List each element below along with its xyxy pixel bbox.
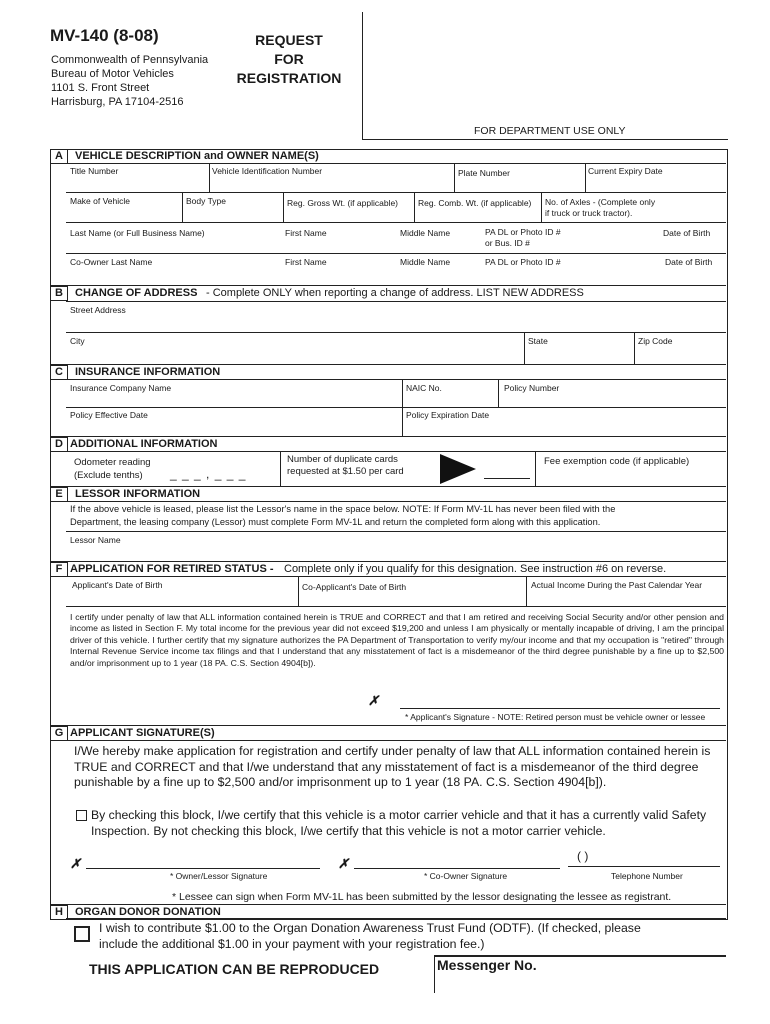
telephone-line[interactable] (568, 866, 720, 867)
insurance-company-label: Insurance Company Name (70, 383, 172, 393)
co-owner-signature-label: * Co-Owner Signature (424, 871, 508, 881)
rule (66, 918, 726, 919)
co-owner-row[interactable] (66, 253, 726, 285)
duplicate-cards-blank (484, 478, 530, 479)
axles-label-2: if truck or truck tractor). (545, 208, 633, 218)
organ-donor-checkbox[interactable] (74, 926, 90, 942)
make-label: Make of Vehicle (70, 196, 131, 206)
owner-signature-label: * Owner/Lessor Signature (170, 871, 268, 881)
owner-signature-mark: ✗ (70, 856, 81, 871)
header-divider (362, 12, 363, 139)
lessor-name-field[interactable] (66, 531, 726, 561)
co-owner-signature-mark: ✗ (338, 856, 349, 871)
fee-exemption-label: Fee exemption code (if applicable) (544, 456, 690, 467)
rule (50, 561, 726, 562)
policy-number-label: Policy Number (504, 383, 560, 393)
messenger-divider (434, 955, 435, 993)
application-statement: I/We hereby make application for registration and certify under penalty of law that ALL information contained herein is TRUE and CORRECT and that I/we understand that any misstatement of fact is a misdemeanor of the third degree punishable by a fine up to $2,500 and/or imprisonment up to 1 year (18 PA. C.S. Section 4904[b]). (74, 744, 711, 790)
rule (50, 285, 726, 286)
reproduce-note: THIS APPLICATION CAN BE REPRODUCED (89, 961, 380, 977)
form-title (226, 31, 352, 88)
dl-label: PA DL or Photo ID # (485, 227, 561, 237)
section-a-title: VEHICLE DESCRIPTION and OWNER NAME(S) (75, 150, 319, 162)
section-b-letter: B (50, 286, 68, 301)
owner-signature-line[interactable] (86, 868, 320, 869)
street-address-label: Street Address (70, 305, 126, 315)
co-owner-signature-line[interactable] (354, 868, 560, 869)
co-dl-label: PA DL or Photo ID # (485, 257, 561, 267)
header-rule (362, 139, 728, 140)
duplicate-cards-label: Number of duplicate cards (287, 454, 398, 465)
section-b-title: CHANGE OF ADDRESS (75, 287, 198, 299)
section-d-letter: D (50, 437, 68, 452)
rule (66, 740, 726, 741)
rule (50, 904, 726, 905)
motor-carrier-checkbox[interactable] (76, 810, 87, 821)
policy-effective-label: Policy Effective Date (70, 410, 148, 420)
last-name-label: Last Name (or Full Business Name) (70, 228, 205, 238)
co-first-name-label: First Name (285, 257, 327, 267)
middle-name-label: Middle Name (400, 228, 451, 238)
dl-label-2: or Bus. ID # (485, 238, 530, 248)
city-field[interactable] (66, 332, 524, 364)
city-label: City (70, 336, 85, 346)
applicant-dob-label: Applicant's Date of Birth (72, 580, 163, 590)
co-dob-label: Date of Birth (665, 257, 713, 267)
section-f-title: APPLICATION FOR RETIRED STATUS - (70, 563, 274, 575)
naic-label: NAIC No. (406, 383, 442, 393)
expiry-date-label: Current Expiry Date (588, 166, 663, 176)
co-middle-name-label: Middle Name (400, 257, 451, 267)
state-label: State (528, 336, 548, 346)
motor-carrier-text-2: Inspection. By not checking this block, I/we certify that this vehicle is not a motor carrier vehicle. (91, 824, 606, 838)
section-e-letter: E (50, 487, 68, 502)
section-a-letter: A (50, 149, 68, 164)
vin-label: Vehicle Identification Number (212, 166, 323, 176)
telephone-label: Telephone Number (611, 871, 683, 881)
duplicate-cards-label-2: requested at $1.50 per card (287, 466, 404, 477)
rule (50, 436, 726, 437)
odometer-label-2: (Exclude tenths) (74, 470, 143, 481)
motor-carrier-text: By checking this block, I/we certify that this vehicle is a motor carrier vehicle and that it has a currently valid Safety (91, 808, 707, 822)
rule (66, 501, 726, 502)
title-line: REQUEST (255, 32, 323, 48)
section-c-title: INSURANCE INFORMATION (75, 366, 221, 378)
policy-expiration-label: Policy Expiration Date (406, 410, 490, 420)
section-c-letter: C (50, 365, 68, 380)
section-h-letter: H (50, 905, 68, 920)
section-f-letter: F (50, 562, 68, 577)
address-line: Harrisburg, PA 17104-2516 (51, 96, 184, 108)
retired-certification-text: I certify under penalty of law that ALL information contained herein is TRUE and CORRECT and that I am retired and receiving Social Security and/or other pension and income as listed in Section F. My total income for the previous year did not exceed $19,200 and unless I am physically or mentally incapable of driving, I am the principal driver of this vehicle. I further certify that my signature authorizes the PA Department of Transportation to verify my/our income and that my occupation is "retired" through Internal Revenue Service income tax filings and that I understand that any misstatement of fact is a misdemeanor of the third degree punishable by a fine up to $2,500 and/or imprisonment up to 1 year (18 PA. C.S. Section 4904[b]). (70, 612, 724, 668)
address-line: Commonwealth of Pennsylvania (51, 54, 209, 66)
messenger-label: Messenger No. (437, 957, 537, 973)
dob-label: Date of Birth (663, 228, 711, 238)
section-g-letter: G (50, 726, 68, 741)
section-g-title: APPLICANT SIGNATURE(S) (70, 727, 215, 739)
lessor-instructions-2: Department, the leasing company (Lessor) must complete Form MV-1L and return the completed form along with this application. (70, 517, 601, 527)
section-f-subtitle: Complete only if you qualify for this designation. See instruction #6 on reverse. (284, 563, 667, 575)
co-applicant-dob-label: Co-Applicant's Date of Birth (302, 582, 407, 592)
rule (50, 725, 726, 726)
plate-number-label: Plate Number (458, 168, 510, 178)
applicant-signature-line[interactable] (400, 708, 720, 709)
title-line: REGISTRATION (236, 70, 342, 86)
rule (50, 364, 726, 365)
section-e-title: LESSOR INFORMATION (75, 488, 201, 500)
phone-area-code: ( ) (577, 849, 589, 863)
rule (50, 486, 726, 487)
zip-label: Zip Code (638, 336, 673, 346)
first-name-label: First Name (285, 228, 327, 238)
section-h-title: ORGAN DONOR DONATION (75, 906, 221, 918)
organ-donor-text-2: include the additional $1.00 in your payment with your registration fee.) (99, 937, 485, 951)
rule (66, 606, 726, 607)
dept-use-label: FOR DEPARTMENT USE ONLY (474, 125, 626, 137)
title-line: FOR (274, 51, 304, 67)
comb-weight-label: Reg. Comb. Wt. (if applicable) (418, 198, 532, 208)
odometer-label: Odometer reading (74, 457, 151, 468)
address-line: Bureau of Motor Vehicles (51, 68, 174, 80)
lessee-note: * Lessee can sign when Form MV-1L has been submitted by the lessor designating the lessee as registrant. (172, 891, 672, 903)
agency-address (51, 53, 208, 109)
messenger-number-field[interactable] (552, 956, 724, 988)
axles-label: No. of Axles - (Complete only (545, 197, 656, 207)
gross-weight-label: Reg. Gross Wt. (if applicable) (287, 198, 399, 208)
organ-donor-text: I wish to contribute $1.00 to the Organ Donation Awareness Trust Fund (ODTF). (If checked, please (99, 921, 641, 935)
income-label: Actual Income During the Past Calendar Year (531, 580, 703, 590)
street-address-field[interactable] (66, 301, 726, 332)
lessor-instructions: If the above vehicle is leased, please list the Lessor's name in the space below. NOTE: If Form MV-1L has never been filed with the (70, 504, 616, 514)
lessor-name-label: Lessor Name (70, 535, 121, 545)
co-last-name-label: Co-Owner Last Name (70, 257, 153, 267)
body-type-label: Body Type (186, 196, 227, 206)
applicant-signature-label: * Applicant's Signature - NOTE: Retired person must be vehicle owner or lessee (405, 712, 706, 722)
section-b-subtitle: - Complete ONLY when reporting a change of address. LIST NEW ADDRESS (206, 287, 584, 299)
form-number: MV-140 (8-08) (50, 26, 159, 45)
address-line: 1101 S. Front Street (51, 82, 150, 94)
applicant-signature-mark: ✗ (368, 693, 379, 708)
odometer-blank: _ _ _ , _ _ _ (170, 467, 247, 481)
arrow-right-icon (440, 454, 478, 484)
title-number-label: Title Number (70, 166, 119, 176)
section-d-title: ADDITIONAL INFORMATION (70, 438, 218, 450)
